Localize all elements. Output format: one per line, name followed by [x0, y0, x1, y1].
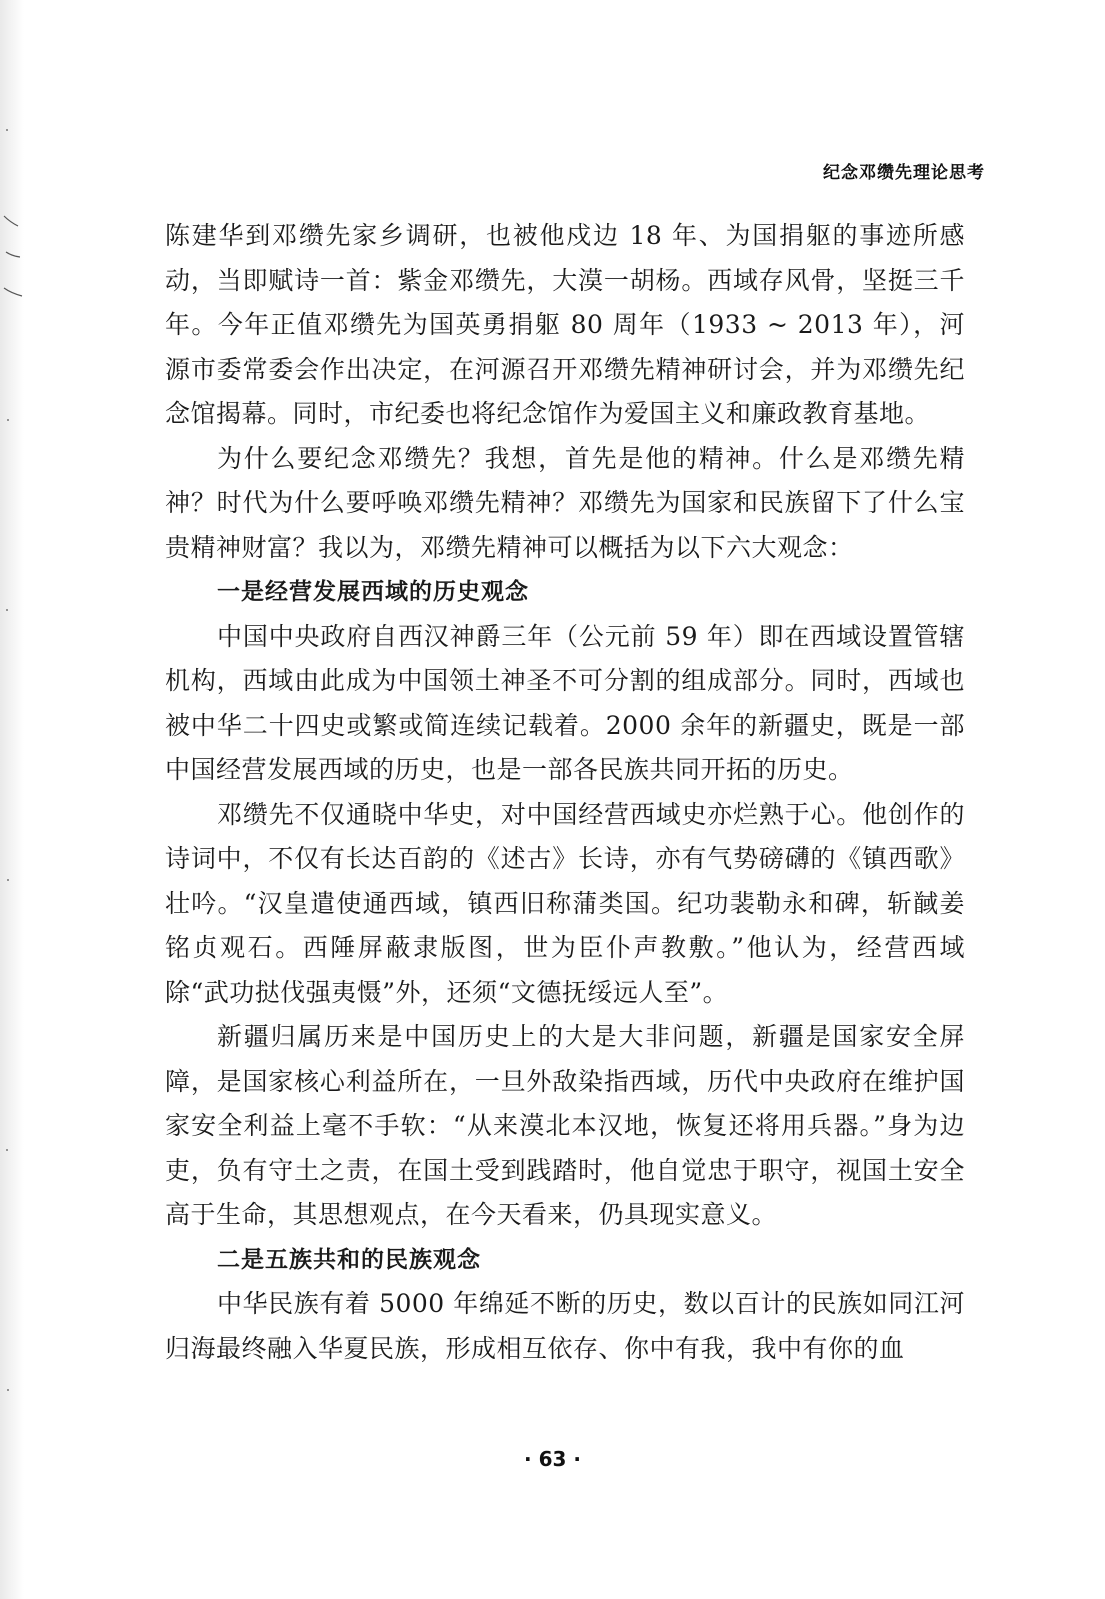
section-heading-2: 二是五族共和的民族观念: [217, 1246, 481, 1273]
section-heading-1: 一是经营发展西域的历史观念: [217, 579, 529, 605]
scan-edge-marks: [2, 0, 24, 1599]
paragraph-1: 陈建华到邓缵先家乡调研，也被他戍边 18 年、为国捐躯的事迹所感动，当即赋诗一首：紫金邓缵先，大漠一胡杨。西域存风骨，坚挺三千年。今年正值邓缵先为国英勇捐躯 80 周年（1933 ~ 2013 年），河源市委常委会作出决定，在河源召开邓缵先精神研讨会，并为邓缵先纪念馆揭幕。同时，市纪委也将纪念馆作为爱国主义和廉政教育基地。: [165, 221, 965, 428]
paragraph-2: 为什么要纪念邓缵先？我想，首先是他的精神。什么是邓缵先精神？时代为什么要呼唤邓缵先精神？邓缵先为国家和民族留下了什么宝贵精神财富？我以为，邓缵先精神可以概括为以下六大观念：: [165, 443, 965, 562]
paragraph-6: 中华民族有着 5000 年绵延不断的历史，数以百计的民族如同江河归海最终融入华夏民族，形成相互依存、你中有我，我中有你的血: [165, 1289, 965, 1363]
body-text: [165, 214, 965, 1371]
paragraph-3: 中国中央政府自西汉神爵三年（公元前 59 年）即在西域设置管辖机构，西域由此成为中国领土神圣不可分割的组成部分。同时，西域也被中华二十四史或繁或简连续记载着。2000 余年的新疆史，既是一部中国经营发展西域的历史，也是一部各民族共同开拓的历史。: [165, 621, 965, 784]
paragraph-5: 新疆归属历来是中国历史上的大是大非问题，新疆是国家安全屏障，是国家核心利益所在，一旦外敌染指西域，历代中央政府在维护国家安全利益上毫不手软：“从来漠北本汉地，恢复还将用兵器。”身为边吏，负有守土之责，在国土受到践踏时，他自觉忠于职守，视国土安全高于生命，其思想观点，在今天看来，仍具现实意义。: [165, 1022, 965, 1229]
page-number: · 63 ·: [524, 1447, 581, 1471]
paragraph-4: 邓缵先不仅通晓中华史，对中国经营西域史亦烂熟于心。他创作的诗词中，不仅有长达百韵的《述古》长诗，亦有气势磅礴的《镇西歌》壮吟。“汉皇遣使通西域，镇西旧称蒲类国。纪功裴勒永和碑，斩馘姜铭贞观石。西陲屏蔽隶版图，世为臣仆声教敷。”他认为，经营西域除“武功挞伐强夷慑”外，还须“文德抚绥远人至”。: [165, 799, 965, 1007]
running-header: 纪念邓缵先理论思考: [823, 163, 985, 183]
